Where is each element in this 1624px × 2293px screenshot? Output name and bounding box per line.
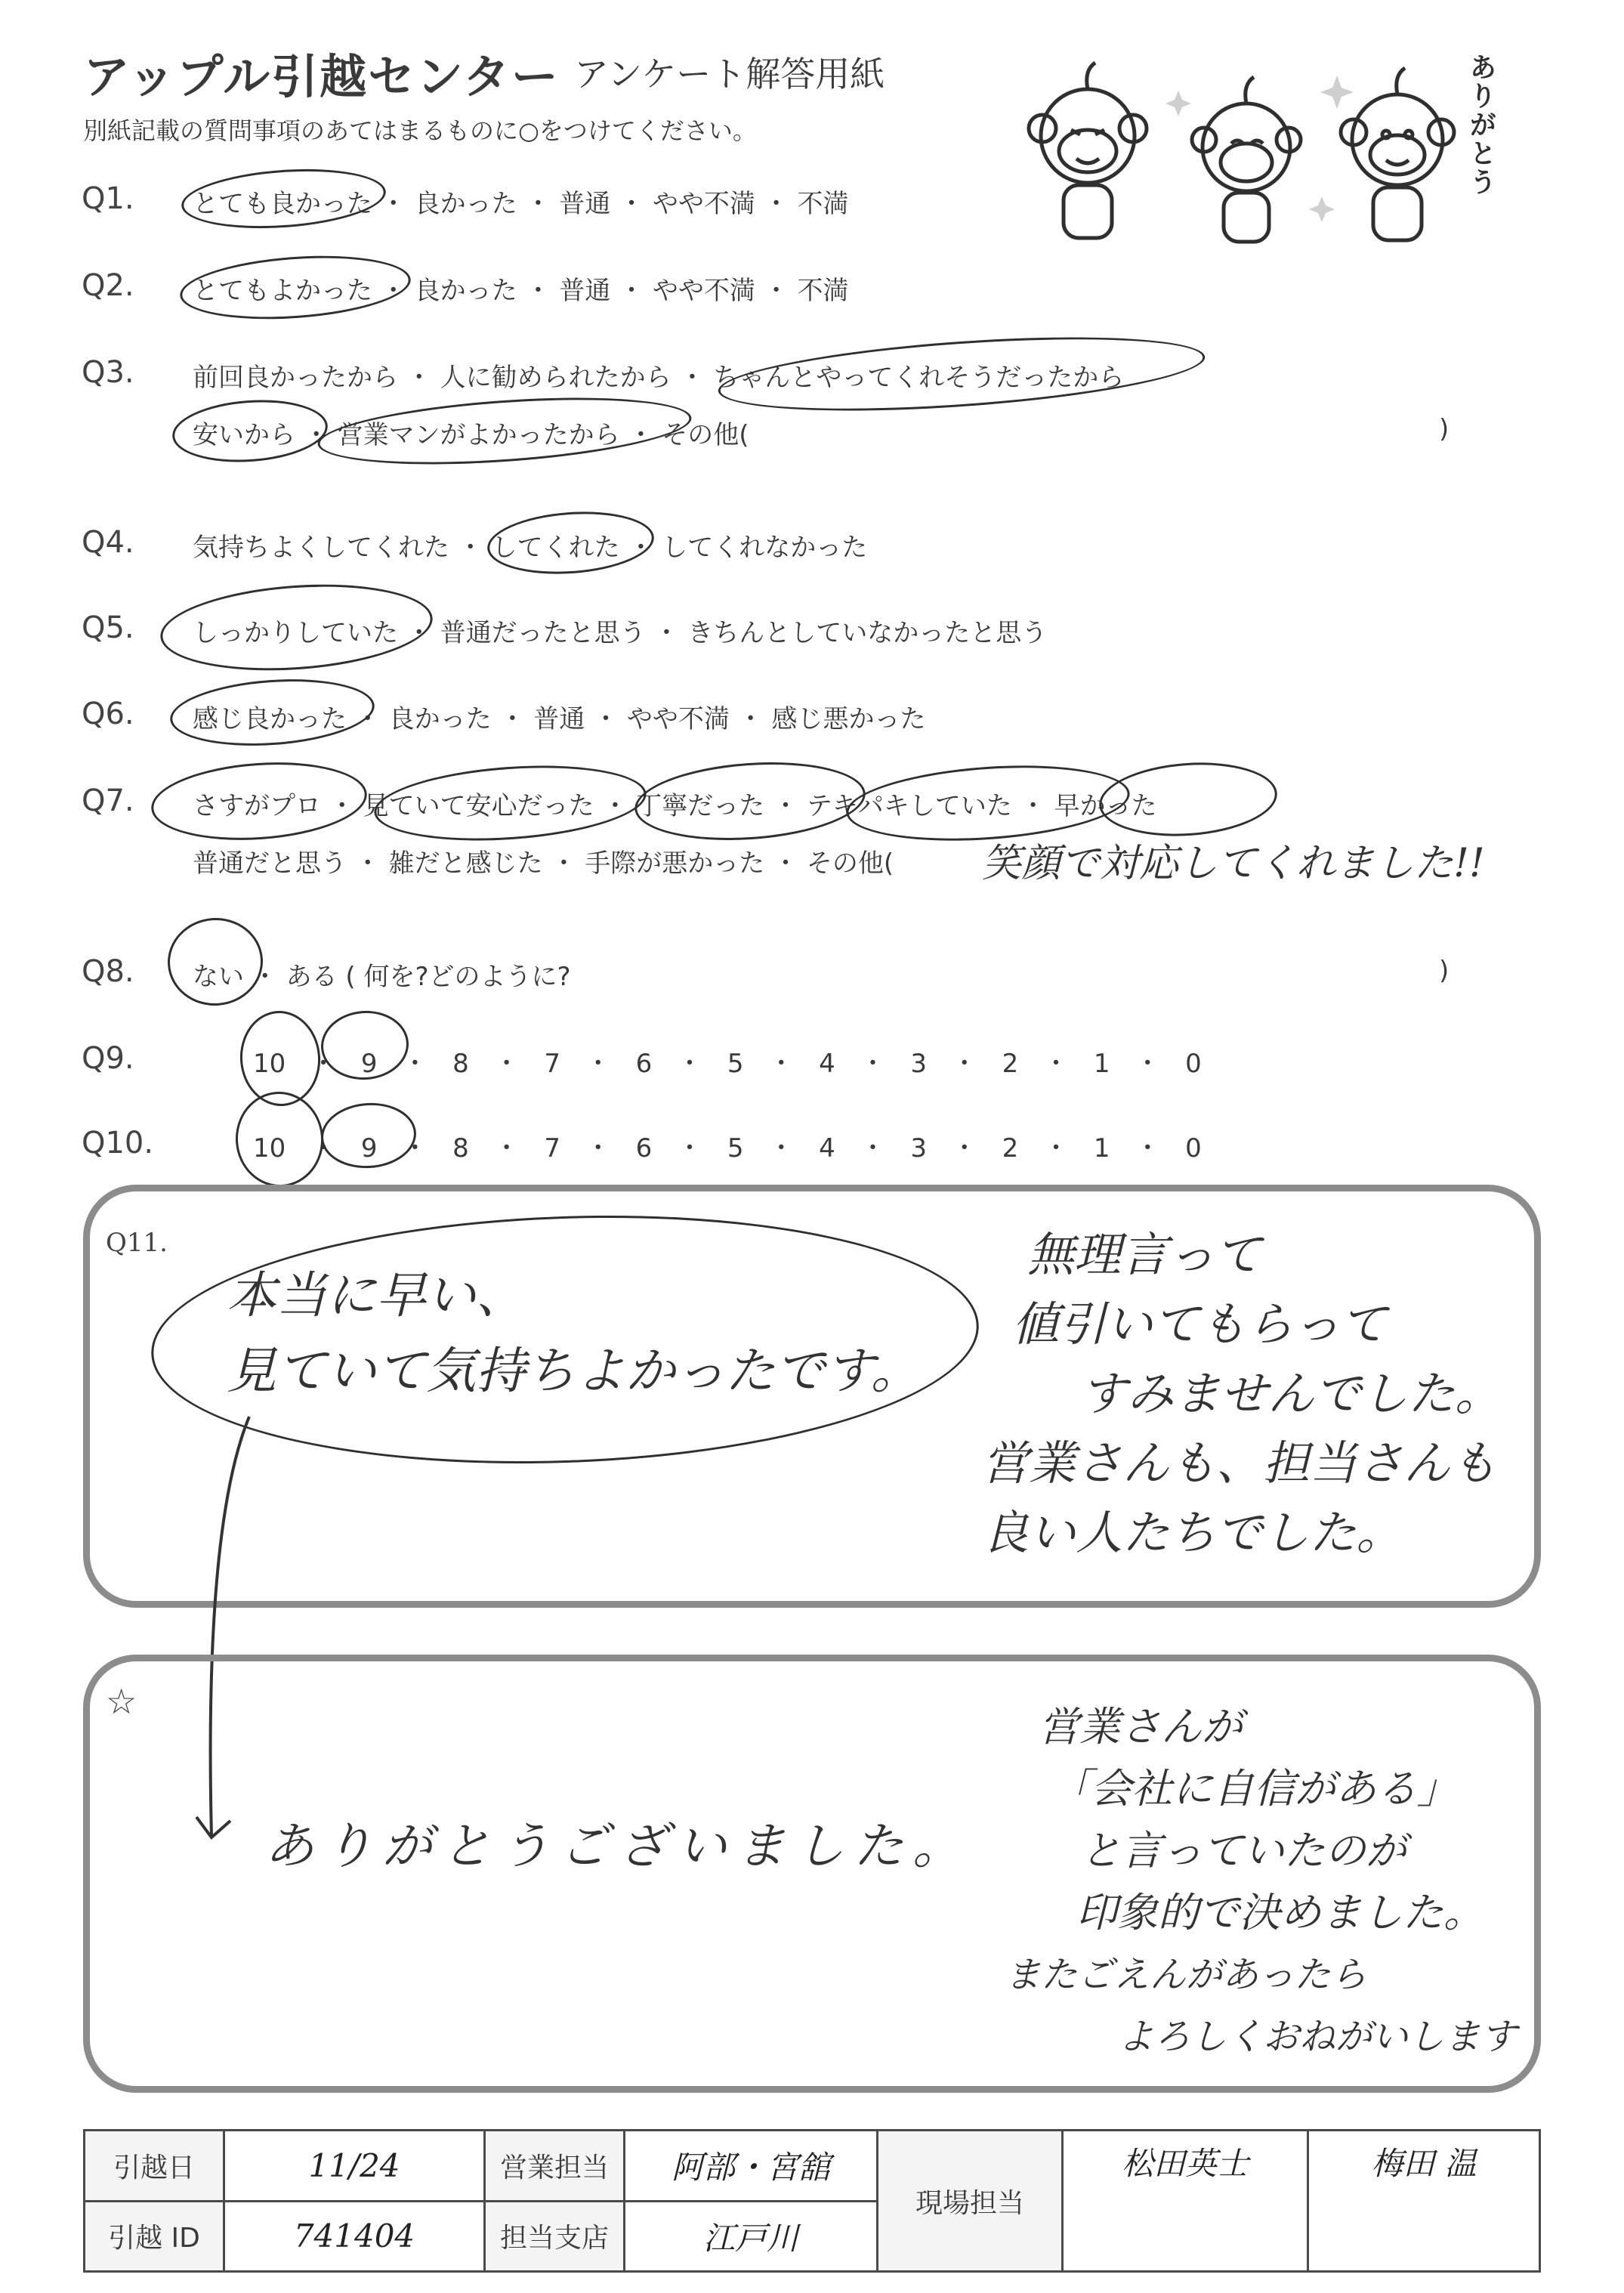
question-number: Q5. — [82, 610, 134, 645]
note-line: 無理言って — [1027, 1227, 1262, 1282]
site-label: 現場担当 — [878, 2131, 1063, 2272]
instruction-text: 別紙記載の質問事項のあてはまるものに○をつけてください。 — [83, 116, 757, 145]
question-number: Q4. — [82, 525, 134, 560]
question-options: ない ・ ある ( 何を?どのように? — [193, 962, 571, 992]
question-options: 10 ・ 9 ・ 8 ・ 7 ・ 6 ・ 5 ・ 4 ・ 3 ・ 2 ・ 1 ・ 0 — [253, 1133, 1202, 1163]
question-options: 感じ良かった ・ 良かった ・ 普通 ・ やや不満 ・ 感じ悪かった — [193, 704, 926, 734]
q11-left-note — [227, 1258, 921, 1409]
note-line: またごえんがあったら — [1005, 1954, 1367, 1996]
sales-label: 営業担当 — [485, 2131, 625, 2202]
question-number: Q9. — [82, 1041, 134, 1076]
q11-label: Q11. — [106, 1228, 168, 1258]
question-number: Q6. — [82, 697, 134, 731]
question-options: 前回良かったから ・ 人に勧められたから ・ ちゃんとやってくれそうだったから — [193, 363, 1125, 393]
note-line: と言っていたのが — [1080, 1827, 1406, 1874]
star-left-note: ありがとうございました。 — [264, 1817, 971, 1875]
note-line: よろしくおねがいします — [1118, 2016, 1517, 2058]
question-number: Q7. — [82, 783, 134, 818]
move-date-value: 11/24 — [224, 2131, 485, 2202]
note-line: 営業さんが — [1039, 1703, 1243, 1751]
question-options-line2: 普通だと思う ・ 雑だと感じた ・ 手際が悪かった ・ その他( — [193, 848, 894, 879]
question-options: しっかりしていた ・ 普通だったと思う ・ きちんとしていなかったと思う — [193, 618, 1048, 648]
question-close-paren: ) — [1439, 956, 1450, 986]
brand-title: アップル引越センター — [83, 49, 560, 104]
question-number: Q8. — [82, 954, 134, 989]
question-options: 10 ・ 9 ・ 8 ・ 7 ・ 6 ・ 5 ・ 4 ・ 3 ・ 2 ・ 1 ・ 0 — [253, 1049, 1202, 1079]
star-icon: ☆ — [106, 1681, 137, 1722]
question-options: とても良かった ・ 良かった ・ 普通 ・ やや不満 ・ 不満 — [193, 189, 849, 219]
note-line: すみませんでした。 — [1080, 1366, 1502, 1421]
question-number: Q3. — [82, 355, 134, 390]
branch-value: 江戸川 — [625, 2201, 878, 2272]
question-options: 気持ちよくしてくれた ・ してくれた ・ してくれなかった — [193, 533, 868, 563]
note-line: 値引いてもらって — [1012, 1296, 1388, 1352]
site-value-1: 松田英士 — [1063, 2131, 1308, 2272]
branch-label: 担当支店 — [485, 2201, 625, 2272]
move-date-label: 引越日 — [85, 2131, 224, 2202]
note-line: 印象的で決めました。 — [1076, 1889, 1484, 1936]
question-number: Q10. — [82, 1126, 154, 1160]
mascot-illustration — [1005, 45, 1533, 257]
sales-value: 阿部・宮舘 — [625, 2131, 878, 2202]
handwritten-other-answer: 笑顔で対応してくれました!! — [982, 841, 1485, 886]
move-id-label: 引越 ID — [85, 2201, 224, 2272]
note-line: 良い人たちでした。 — [982, 1505, 1403, 1560]
question-close-paren: ) — [1439, 414, 1450, 444]
move-id-value: 741404 — [224, 2201, 485, 2272]
question-number: Q2. — [82, 268, 134, 303]
note-line: 「会社に自信がある」 — [1050, 1765, 1458, 1812]
table-row — [85, 2131, 1540, 2202]
question-options-line2: 安いから ・ 営業マンがよかったから ・ その他( — [193, 420, 749, 450]
question-options: とてもよかった ・ 良かった ・ 普通 ・ やや不満 ・ 不満 — [193, 276, 849, 306]
monkey-mascots-icon — [1005, 45, 1533, 257]
note-line: 見ていて気持ちよかったです。 — [227, 1342, 921, 1400]
mascot-caption: ありがとう — [1465, 53, 1496, 196]
star-right-note — [1005, 1696, 1517, 2068]
form-subtitle: アンケート解答用紙 — [574, 54, 885, 94]
note-line: 営業さんも、担当さんも — [982, 1435, 1498, 1491]
note-line: 本当に早い、 — [227, 1266, 526, 1324]
footer-table — [83, 2129, 1541, 2273]
site-value-2: 梅田 温 — [1308, 2131, 1540, 2272]
question-options: さすがプロ ・ 見ていて安心だった ・ 丁寧だった ・ テキパキしていた ・ 早かった — [193, 791, 1157, 821]
q11-right-note — [982, 1220, 1502, 1568]
question-number: Q1. — [82, 181, 134, 216]
